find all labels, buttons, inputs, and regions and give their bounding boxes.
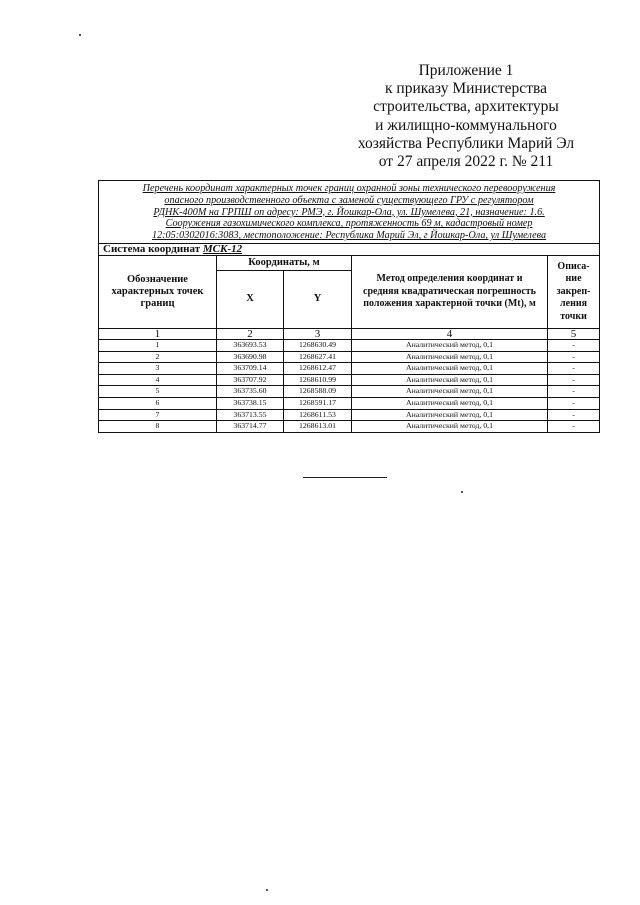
method-cell: Аналитический метод, 0,1 xyxy=(352,363,548,375)
appendix-header xyxy=(348,62,584,171)
table-row xyxy=(99,421,600,433)
point-id: 2 xyxy=(99,351,217,363)
table-row xyxy=(99,363,600,375)
header-designation: Обозначение характерных точек границ xyxy=(99,255,217,328)
description-cell: - xyxy=(548,363,600,375)
point-id: 7 xyxy=(99,409,217,421)
y-coordinate: 1268588.09 xyxy=(284,386,352,398)
table-row xyxy=(99,339,600,351)
x-coordinate: 363735.60 xyxy=(217,386,284,398)
appendix-line: строительства, архитектуры xyxy=(373,98,559,116)
description-cell: - xyxy=(548,339,600,351)
x-coordinate: 363709.14 xyxy=(217,363,284,375)
point-id: 5 xyxy=(99,386,217,398)
method-cell: Аналитический метод, 0,1 xyxy=(352,409,548,421)
header-method: Метод определения координат и средняя квадратическая погрешность положения характерной точки (Mt), м xyxy=(352,255,548,328)
x-coordinate: 363738.15 xyxy=(217,397,284,409)
coordinate-system-value: МСК-12 xyxy=(202,243,243,255)
table-title-line: Перечень координат характерных точек границ охранной зоны технического перевооружения xyxy=(142,183,556,194)
column-number: 2 xyxy=(217,328,284,339)
table-title-line: опасного производственного объекта с заменой существующего ГРУ с регулятором xyxy=(164,194,534,206)
scan-speck xyxy=(266,889,268,891)
point-id: 1 xyxy=(99,339,217,351)
table-row xyxy=(99,351,600,363)
description-cell: - xyxy=(548,351,600,363)
description-cell: - xyxy=(548,386,600,398)
column-number: 3 xyxy=(284,328,352,339)
table-title-line: Сооружения газохимического комплекса, протяженность 69 м, кадастровый номер xyxy=(165,218,533,230)
method-cell: Аналитический метод, 0,1 xyxy=(352,374,548,386)
description-cell: - xyxy=(548,397,600,409)
x-coordinate: 363690.98 xyxy=(217,351,284,363)
coordinates-table-container xyxy=(98,180,599,433)
point-id: 3 xyxy=(99,363,217,375)
table-title-line: РДНК-400М на ГРПШ оп адресу: РМЭ, г. Йошкар-Ола, ул. Шумелева, 21, назначение: 1.6. xyxy=(153,206,545,218)
x-coordinate: 363713.55 xyxy=(217,409,284,421)
appendix-line: к приказу Министерства xyxy=(385,80,547,98)
y-coordinate: 1268613.01 xyxy=(284,421,352,433)
table-row xyxy=(99,386,600,398)
table-title xyxy=(99,181,600,244)
column-number: 1 xyxy=(99,328,217,339)
header-coordinates: Координаты, м xyxy=(217,255,352,270)
coordinates-table xyxy=(98,180,600,433)
x-coordinate: 363714.77 xyxy=(217,421,284,433)
y-coordinate: 1268612.47 xyxy=(284,363,352,375)
table-row xyxy=(99,409,600,421)
method-cell: Аналитический метод, 0,1 xyxy=(352,386,548,398)
header-y: Y xyxy=(284,270,352,328)
point-id: 4 xyxy=(99,374,217,386)
table-row xyxy=(99,397,600,409)
method-cell: Аналитический метод, 0,1 xyxy=(352,351,548,363)
x-coordinate: 363707.92 xyxy=(217,374,284,386)
header-description: Описа-ние закреп-ления точки xyxy=(548,255,600,328)
y-coordinate: 1268610.99 xyxy=(284,374,352,386)
appendix-line: Приложение 1 xyxy=(418,62,514,79)
point-id: 8 xyxy=(99,421,217,433)
description-cell: - xyxy=(548,421,600,433)
y-coordinate: 1268627.41 xyxy=(284,351,352,363)
y-coordinate: 1268611.53 xyxy=(284,409,352,421)
point-id: 6 xyxy=(99,397,217,409)
x-coordinate: 363693.53 xyxy=(217,339,284,351)
scan-speck xyxy=(461,491,463,493)
coordinate-system-label: Система координат xyxy=(103,243,201,255)
appendix-line: хозяйства Республики Марий Эл xyxy=(357,134,575,152)
table-title-line: 12:05:0302016:3083, местоположение: Республика Марий Эл, г Йошкар-Ола, ул Шумелева xyxy=(151,230,547,242)
method-cell: Аналитический метод, 0,1 xyxy=(352,339,548,351)
appendix-line: от 27 апреля 2022 г. № 211 xyxy=(378,153,554,171)
appendix-line: и жилищно-коммунального xyxy=(375,116,557,134)
y-coordinate: 1268630.49 xyxy=(284,339,352,351)
description-cell: - xyxy=(548,374,600,386)
header-x: X xyxy=(217,270,284,328)
coordinate-system-row xyxy=(99,243,600,255)
column-number: 5 xyxy=(548,328,600,339)
method-cell: Аналитический метод, 0,1 xyxy=(352,421,548,433)
scan-speck xyxy=(79,34,81,36)
method-cell: Аналитический метод, 0,1 xyxy=(352,397,548,409)
y-coordinate: 1268591.17 xyxy=(284,397,352,409)
description-cell: - xyxy=(548,409,600,421)
closing-separator-line xyxy=(303,477,387,478)
column-number: 4 xyxy=(352,328,548,339)
table-row xyxy=(99,374,600,386)
